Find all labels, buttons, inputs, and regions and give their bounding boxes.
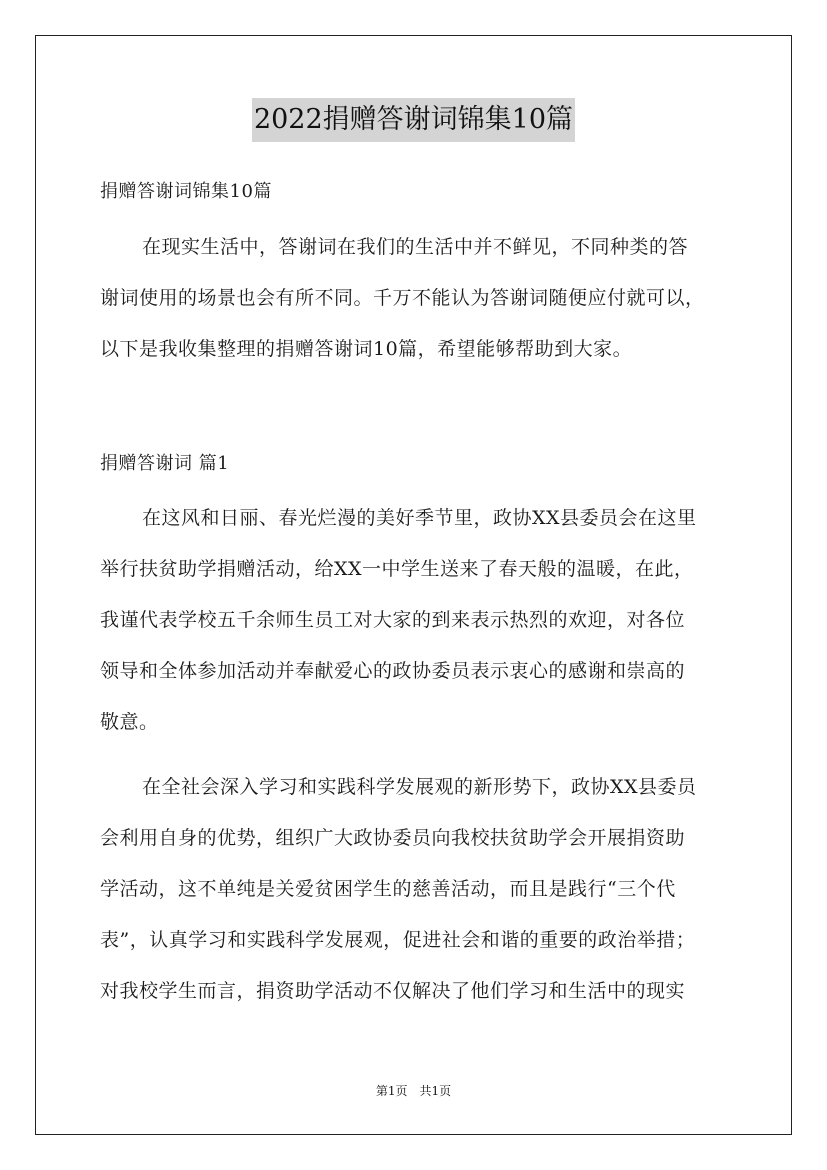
- paragraph-line: 我谨代表学校五千余师生员工对大家的到来表示热烈的欢迎，对各位: [100, 609, 686, 631]
- document-title: 2022捐赠答谢词锦集10篇: [252, 98, 575, 142]
- intro-line: 谢词使用的场景也会有所不同。千万不能认为答谢词随便应付就可以，: [100, 287, 705, 309]
- intro-line: 以下是我收集整理的捐赠答谢词10篇，希望能够帮助到大家。: [100, 338, 633, 360]
- paragraph-line: 对我校学生而言，捐资助学活动不仅解决了他们学习和生活中的现实: [100, 980, 686, 1002]
- section-heading: 捐赠答谢词 篇1: [100, 453, 230, 474]
- title-container: [0, 98, 827, 142]
- page-footer: [0, 1082, 827, 1100]
- document-subtitle: 捐赠答谢词锦集10篇: [100, 181, 272, 202]
- paragraph-line: 在全社会深入学习和实践科学发展观的新形势下，政协XX县委员: [142, 776, 697, 798]
- page-number-label: 第1页 共1页: [375, 1084, 452, 1098]
- paragraph-line: 表”，认真学习和实践科学发展观，促进社会和谐的重要的政治举措；: [100, 929, 696, 951]
- section1-paragraph-2: [100, 762, 740, 1017]
- intro-paragraph: [100, 222, 740, 375]
- paragraph-line: 会利用自身的优势，组织广大政协委员向我校扶贫助学会开展捐资助: [100, 827, 686, 849]
- paragraph-line: 敬意。: [100, 711, 159, 733]
- paragraph-line: 学活动，这不单纯是关爱贫困学生的慈善活动，而且是践行“三个代: [100, 878, 676, 900]
- intro-line: 在现实生活中，答谢词在我们的生活中并不鲜见，不同种类的答: [142, 236, 689, 258]
- paragraph-line: 举行扶贫助学捐赠活动，给XX一中学生送来了春天般的温暖，在此，: [100, 558, 694, 580]
- section1-paragraph-1: [100, 493, 740, 748]
- paragraph-line: 在这风和日丽、春光烂漫的美好季节里，政协XX县委员会在这里: [142, 507, 697, 529]
- paragraph-line: 领导和全体参加活动并奉献爱心的政协委员表示衷心的感谢和崇高的: [100, 660, 686, 682]
